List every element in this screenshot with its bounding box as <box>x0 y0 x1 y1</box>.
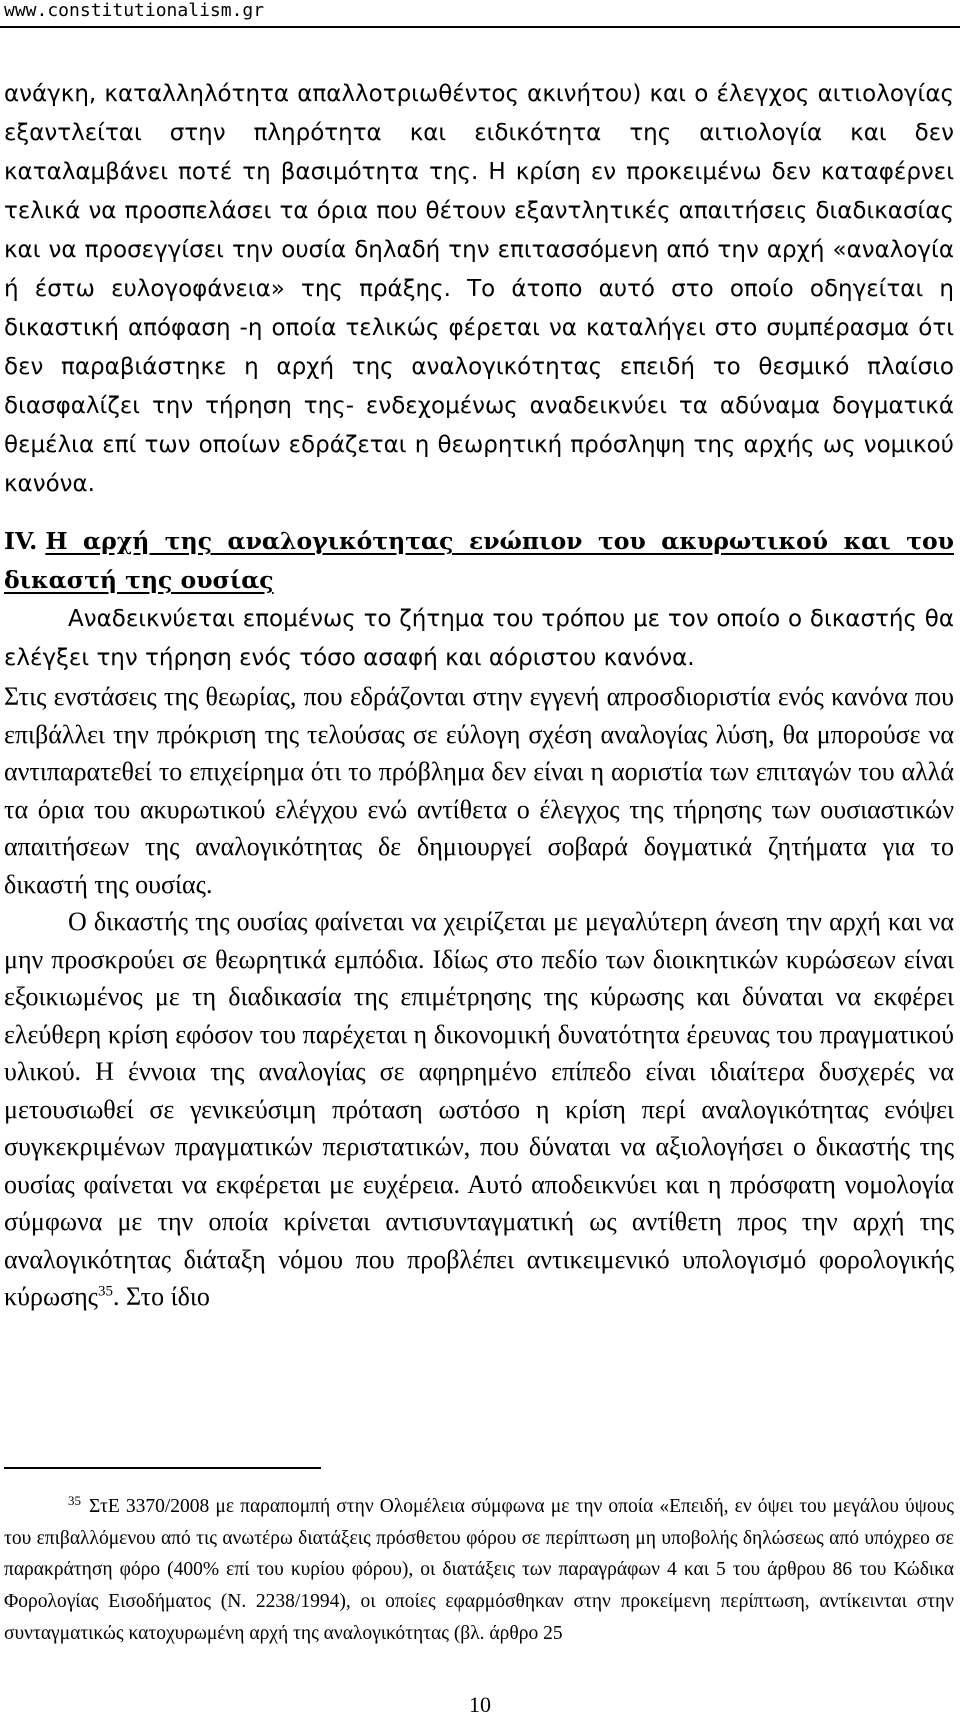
footnote-number: 35 <box>68 1492 81 1508</box>
header-divider <box>0 26 960 28</box>
paragraph-objections: Στις ενστάσεις της θεωρίας, που εδράζονται στην εγγενή απροσδιοριστία ενός κανόνα που επιβάλλει την πρόκριση της τελούσας σε εύλογη σχέση αναλογίας λύση, θα μπορούσε να αντιπαρατεθεί το επιχείρημα ότι το πρόβλημα δεν είναι η αοριστία των επιταγών του αλλά τα όρια του ακυρωτικού ελέγχου ενώ αντίθετα ο έλεγχος της τήρησης των ουσιαστικών απαιτήσεων της αναλογικότητας δε δημιουργεί σοβαρά δογματικά ζητήματα για το δικαστή της ουσίας. <box>4 682 954 899</box>
site-header <box>0 0 960 30</box>
section-heading <box>4 522 954 600</box>
section-title: Η αρχή της αναλογικότητας ενώπιον του ακυρωτικού και του δικαστή της ουσίας <box>4 527 954 594</box>
footnote-reference[interactable]: 35 <box>97 1283 113 1300</box>
section-number: IV. <box>4 527 38 555</box>
paragraph-merits-judge <box>4 903 954 1316</box>
paragraph-merits-judge-tail: . Στο ίδιο <box>112 1282 210 1311</box>
site-url-link[interactable]: www.constitutionalism.gr <box>4 0 265 21</box>
page-number: 10 <box>469 1692 491 1717</box>
paragraph-question: Αναδεικνύεται επομένως το ζήτημα του τρόπου με τον οποίο ο δικαστής θα ελέγξει την τήρηση ενός τόσο ασαφή και αόριστου κανόνα. <box>4 606 954 671</box>
footnote <box>4 1491 954 1650</box>
paragraph-merits-judge-text: Ο δικαστής της ουσίας φαίνεται να χειρίζεται με μεγαλύτερη άνεση την αρχή και να μην προσκρούει σε θεωρητικά εμπόδια. Ιδίως στο πεδίο των διοικητικών κυρώσεων είναι εξοικιωμένος με τη διαδικασία της επιμέτρησης της κύρωσης και δύναται να εκφέρει ελεύθερη κρίση εφόσον του παρέχεται η δικονομική δυνατότητα έρευνας του πραγματικού υλικού. Η έννοια της αναλογίας σε αφηρημένο επίπεδο είναι ιδιαίτερα δυσχερές να μετουσιωθεί σε γενικεύσιμη πρόταση ωστόσο η κρίση περί αναλογικότητας ενόψει συγκεκριμένων πραγματικών περιστατικών, που δύναται να αξιολογήσει ο δικαστής της ουσίας φαίνεται να εκφέρεται με ευχέρεια. Αυτό αποδεικνύει και η πρόσφατη νομολογία σύμφωνα με την οποία κρίνεται αντισυνταγματική ως αντίθετη προς την αρχή της αναλογικότητας διάταξη νόμου που προβλέπει αντικειμενικό υπολογισμό φορολογικής κύρωσης <box>4 907 954 1311</box>
footnote-text: ΣτΕ 3370/2008 με παραπομπή στην Ολομέλεια σύμφωνα με την οποία «Επειδή, εν όψει του μεγάλου ύψους του επιβαλλόμενου από τις ανωτέρω διατάξεις πρόσθετου φόρου σε περίπτωση μη υποβολής δηλώσεως από υπόχρεο σε παρακράτηση φόρο (400% επί του κυρίου φόρου), οι διατάξεις των παραγράφων 4 και 5 του άρθρου 86 του Κώδικα Φορολογίας Εισοδήματος (Ν. 2238/1994), οι οποίες εφαρμόσθηκαν στην προκείμενη περίπτωση, αντίκεινται στην συνταγματικώς κατοχυρωμένη αρχή της αναλογικότητας (βλ. άρθρο 25 <box>4 1496 954 1644</box>
footnote-divider <box>4 1467 321 1469</box>
document-body <box>4 75 954 1316</box>
paragraph-continuation: ανάγκη, καταλληλότητα απαλλοτριωθέντος ακινήτου) και ο έλεγχος αιτιολογίας εξαντλείται στην πληρότητα και ειδικότητα της αιτιολογία και δεν καταλαμβάνει ποτέ τη βασιμότητα της. Η κρίση εν προκειμένω δεν καταφέρνει τελικά να προσπελάσει τα όρια που θέτουν εξαντλητικές απαιτήσεις διαδικασίας και να προσεγγίσει την ουσία δηλαδή την επιτασσόμενη από την αρχή «αναλογία ή έστω ευλογοφάνεια» της πράξης. Το άτοπο αυτό στο οποίο οδηγείται η δικαστική απόφαση -η οποία τελικώς φέρεται να καταλήγει στο συμπέρασμα ότι δεν παραβιάστηκε η αρχή της αναλογικότητας επειδή το θεσμικό πλαίσιο διασφαλίζει την τήρηση της- ενδεχομένως αναδεικνύει τα αδύναμα δογματικά θεμέλια επί των οποίων εδράζεται η θεωρητική πρόσληψη της αρχής ως νομικού κανόνα. <box>4 81 954 497</box>
